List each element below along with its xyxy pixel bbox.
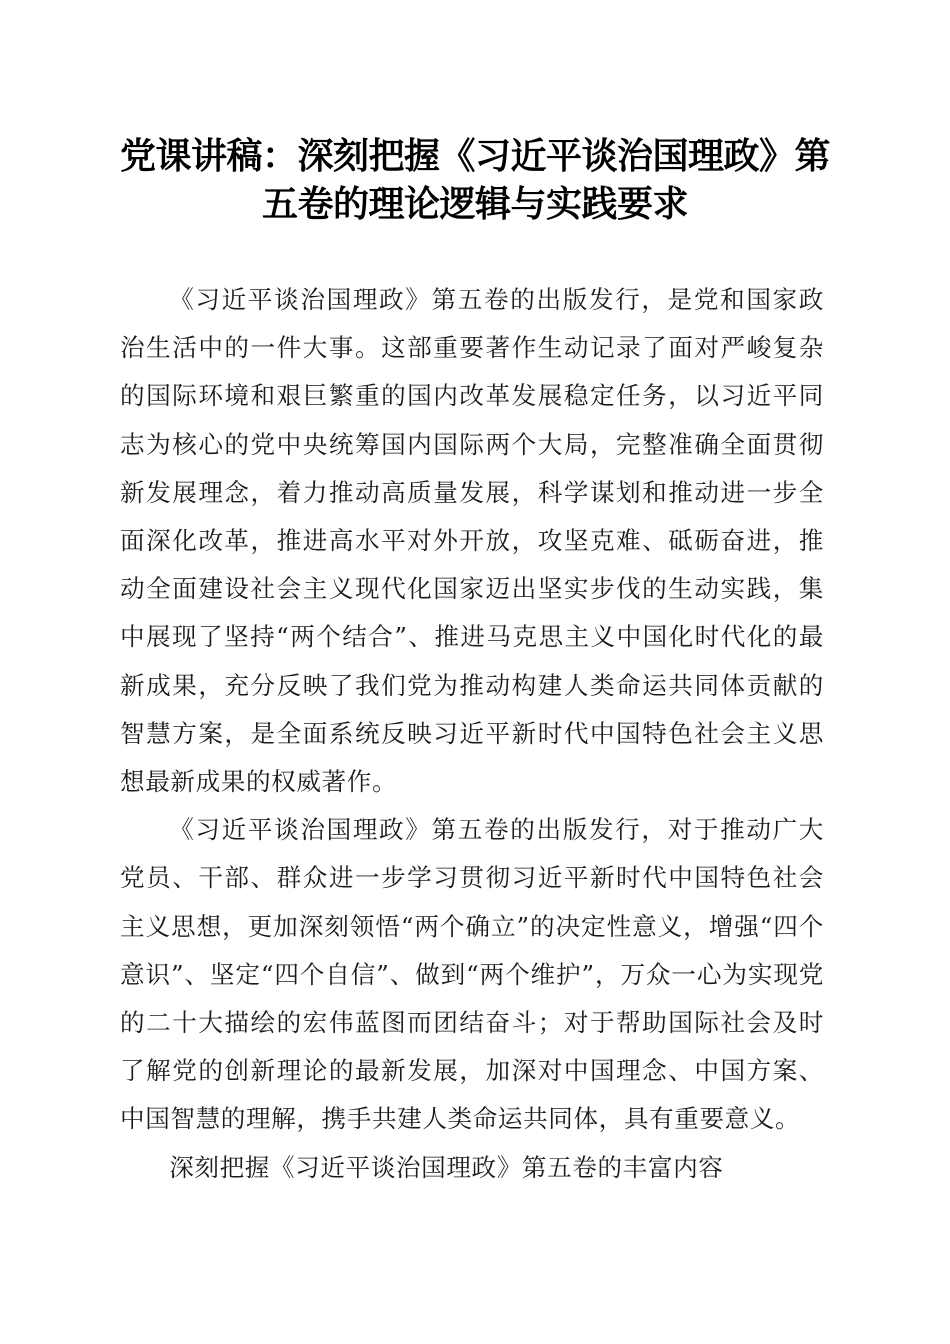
- document-title: 党课讲稿：深刻把握《习近平谈治国理政》第五卷的理论逻辑与实践要求: [119, 136, 830, 225]
- paragraph-1: 《习近平谈治国理政》第五卷的出版发行，是党和国家政治生活中的一件大事。这部重要著作生动记录了面对严峻复杂的国际环境和艰巨繁重的国内改革发展稳定任务，以习近平同志为核心的党中央统筹国内国际两个大局，完整准确全面贯彻新发展理念，着力推动高质量发展，科学谋划和推动进一步全面深化改革，推进高水平对外开放，攻坚克难、砥砺奋进，推动全面建设社会主义现代化国家迈出坚实步伐的生动实践，集中展现了坚持“两个结合”、推进马克思主义中国化时代化的最新成果，充分反映了我们党为推动构建人类命运共同体贡献的智慧方案，是全面系统反映习近平新时代中国特色社会主义思想最新成果的权威著作。: [120, 285, 824, 797]
- section-heading: 深刻把握《习近平谈治国理政》第五卷的丰富内容: [169, 1152, 724, 1182]
- document-body: [120, 276, 824, 1192]
- paragraph-2: 《习近平谈治国理政》第五卷的出版发行，对于推动广大党员、干部、群众进一步学习贯彻习近平新时代中国特色社会主义思想，更加深刻领悟“两个确立”的决定性意义，增强“四个意识”、坚定“四个自信”、做到“两个维护”，万众一心为实现党的二十大描绘的宏伟蓝图而团结奋斗；对于帮助国际社会及时了解党的创新理论的最新发展，加深对中国理念、中国方案、中国智慧的理解，携手共建人类命运共同体，具有重要意义。: [120, 815, 824, 1134]
